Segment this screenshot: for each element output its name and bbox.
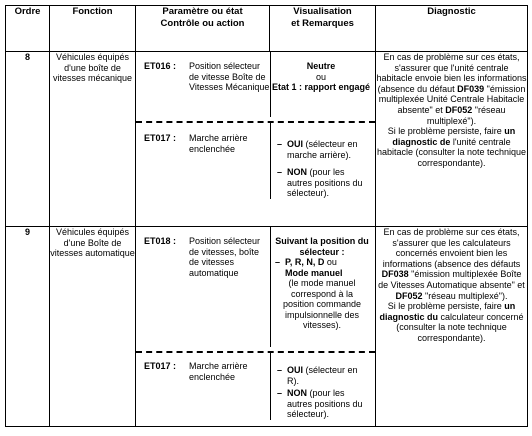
visu-block: Neutre ou Etat 1 : rapport engagé	[270, 52, 371, 117]
param-label: Position sélecteur de vitesse Boîte de Vitesses Mécanique	[189, 61, 270, 92]
cell-ordre: 9	[6, 227, 50, 427]
header-row	[6, 6, 528, 52]
cell-fonction: Véhicules équipés d'une Boîte de vitesses automatique	[50, 227, 136, 427]
cell-params	[136, 52, 376, 227]
param-code: ET017 :	[144, 361, 177, 371]
header-ordre: Ordre	[6, 6, 50, 52]
diagnostic-table	[5, 5, 528, 427]
param-code: ET016 :	[144, 61, 177, 71]
header-parametre: Paramètre ou état Contrôle ou action	[136, 6, 270, 52]
cell-params	[136, 227, 376, 427]
cell-fonction: Véhicules équipés d'une boîte de vitesses mécanique	[50, 52, 136, 227]
cell-diagnostic: En cas de problème sur ces états, s'assurer que les calculateurs concernés envoient bien les informations (absence des défauts DF038 "émission multiplexée Boîte de Vitesses Automatique absente" et DF052 "réseau multiplexé"). Si le problème persiste, faire un diagnostic du calculateur concerné (consulter la note technique correspondante).	[376, 227, 528, 427]
param-label: Position sélecteur de vitesses, boîte de vitesses automatique	[189, 236, 261, 278]
param-code: ET017 :	[144, 133, 177, 143]
visu-block: – OUI (sélecteur en R). – NON (pour les autres positions du sélecteur).	[270, 353, 371, 420]
cell-diagnostic: En cas de problème sur ces états, s'assurer que l'unité centrale habitacle envoie bien les informations (absence du défaut DF039 "émission multiplexée Unité Centrale Habitacle absente" et DF052 "réseau multiplexé"). Si le problème persiste, faire un diagnostic de l'unité centrale habitacle (consulter la note technique correspondante).	[376, 52, 528, 227]
param-block	[136, 227, 375, 347]
param-code: ET018 :	[144, 236, 177, 246]
header-diagnostic: Diagnostic	[376, 6, 528, 52]
param-block	[136, 121, 375, 199]
table-row	[6, 52, 528, 227]
cell-ordre: 8	[6, 52, 50, 227]
param-block	[136, 351, 375, 420]
header-visualisation: Visualisation et Remarques	[270, 6, 376, 52]
param-label: Marche arrière enclenchée	[189, 133, 248, 154]
header-fonction: Fonction	[50, 6, 136, 52]
table-row	[6, 227, 528, 427]
visu-block: – OUI (sélecteur en marche arrière). – NON (pour les autres positions du sélecteur).	[270, 123, 371, 199]
param-block	[136, 52, 375, 117]
param-label: Marche arrière enclenchée	[189, 361, 248, 382]
visu-block: Suivant la position du sélecteur : – P, R, N, D ou Mode manuel (le mode manuel correspond à la position commande impulsionnelle des vitesses).	[270, 227, 371, 347]
